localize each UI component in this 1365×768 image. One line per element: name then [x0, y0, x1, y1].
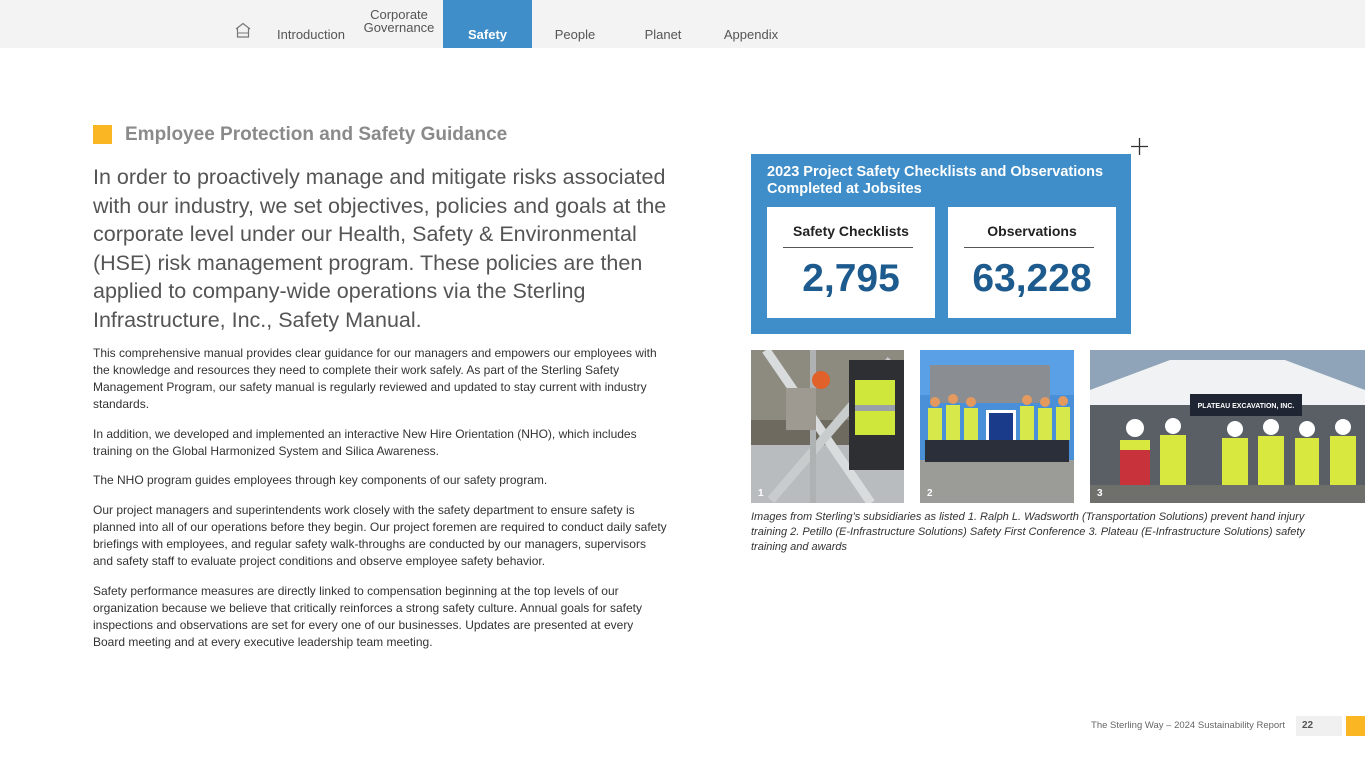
- footer-marker: [1346, 716, 1365, 736]
- photo-number: 3: [1097, 488, 1103, 499]
- safety-stats-panel: [751, 154, 1131, 334]
- stat-divider: [964, 247, 1094, 248]
- stat-label: Observations: [987, 223, 1077, 239]
- body-paragraph-1: This comprehensive manual provides clear guidance for our managers and empowers our employees with the knowledge and resources they need to complete their work safely. As part of the Sterling Safety Management Program, our safety manual is regularly reviewed and updated to stay current with industry standards.: [93, 346, 657, 411]
- nav-planet[interactable]: Planet: [644, 27, 682, 42]
- stat-value: 63,228: [972, 257, 1092, 300]
- stat-label: Safety Checklists: [793, 223, 909, 239]
- heading-marker: [93, 125, 112, 144]
- page-number: 22: [1296, 716, 1342, 736]
- nav-governance-line2: Governance: [363, 19, 435, 35]
- nav-introduction[interactable]: Introduction: [277, 27, 345, 42]
- photo-banner-text: PLATEAU EXCAVATION, INC.: [1197, 403, 1295, 410]
- photo-1-image: [751, 350, 904, 503]
- stat-card-checklists: [767, 207, 935, 318]
- photo-3-image: [1090, 350, 1365, 503]
- lead-paragraph: In order to proactively manage and mitigate risks associated with our industry, we set objectives, policies and goals at the corporate level under our Health, Safety & Environmental (HSE) risk management program. These policies are then applied to company-wide operations via the Sterling Infrastructure, Inc., Safety Manual.: [93, 165, 667, 332]
- stat-value: 2,795: [802, 257, 900, 300]
- body-paragraph-2: In addition, we developed and implemented an interactive New Hire Orientation (NHO), which includes training on the Global Harmonized System and Silica Awareness.: [93, 427, 637, 458]
- nav-safety[interactable]: Safety: [443, 0, 532, 48]
- photo-safety-training-awards: [1090, 350, 1365, 503]
- body-paragraph-3: The NHO program guides employees through key components of our safety program.: [93, 473, 548, 487]
- nav-appendix[interactable]: Appendix: [723, 27, 779, 42]
- photo-safety-first-conference: [920, 350, 1074, 503]
- plus-icon[interactable]: [1131, 138, 1148, 155]
- top-navigation: [0, 0, 1365, 48]
- footer-report-title: The Sterling Way – 2024 Sustainability Report: [1091, 720, 1285, 731]
- photo-hand-injury-training: [751, 350, 904, 503]
- stat-divider: [783, 247, 913, 248]
- stats-title: 2023 Project Safety Checklists and Observations Completed at Jobsites: [767, 164, 1104, 197]
- body-paragraph-5: Safety performance measures are directly linked to compensation beginning at the top levels of our organization because we believe that critically reinforces a strong safety culture. Annual goals for safety inspections and observations are set for every one of our businesses. Updates are presented at every Board meeting and at every executive leadership team meeting.: [93, 584, 642, 649]
- photo-number: 2: [927, 488, 933, 499]
- photo-2-image: [920, 350, 1074, 503]
- nav-corporate-governance[interactable]: [356, 0, 442, 48]
- section-heading: Employee Protection and Safety Guidance: [125, 124, 508, 145]
- home-icon[interactable]: [235, 22, 251, 38]
- nav-people[interactable]: People: [554, 27, 596, 42]
- body-paragraph-4: Our project managers and superintendents work closely with the safety department to ensure safety is planned into all of our operations before they begin. Our project foremen are required to conduct daily safety briefings with employees, and regular safety walk-throughs are conducted by our managers, supervisors and safety staff to evaluate project conditions and observe employee safety behavior.: [93, 503, 667, 568]
- stat-card-observations: [948, 207, 1116, 318]
- nav-governance-line1: Corporate: [370, 6, 428, 22]
- photo-number: 1: [758, 488, 764, 499]
- photo-caption: Images from Sterling’s subsidiaries as listed 1. Ralph L. Wadsworth (Transportation Solutions) prevent hand injury training 2. Petillo (E-Infrastructure Solutions) Safety First Conference 3. Plateau (E-Infrastructure Solutions) safety training and awards: [751, 511, 1305, 553]
